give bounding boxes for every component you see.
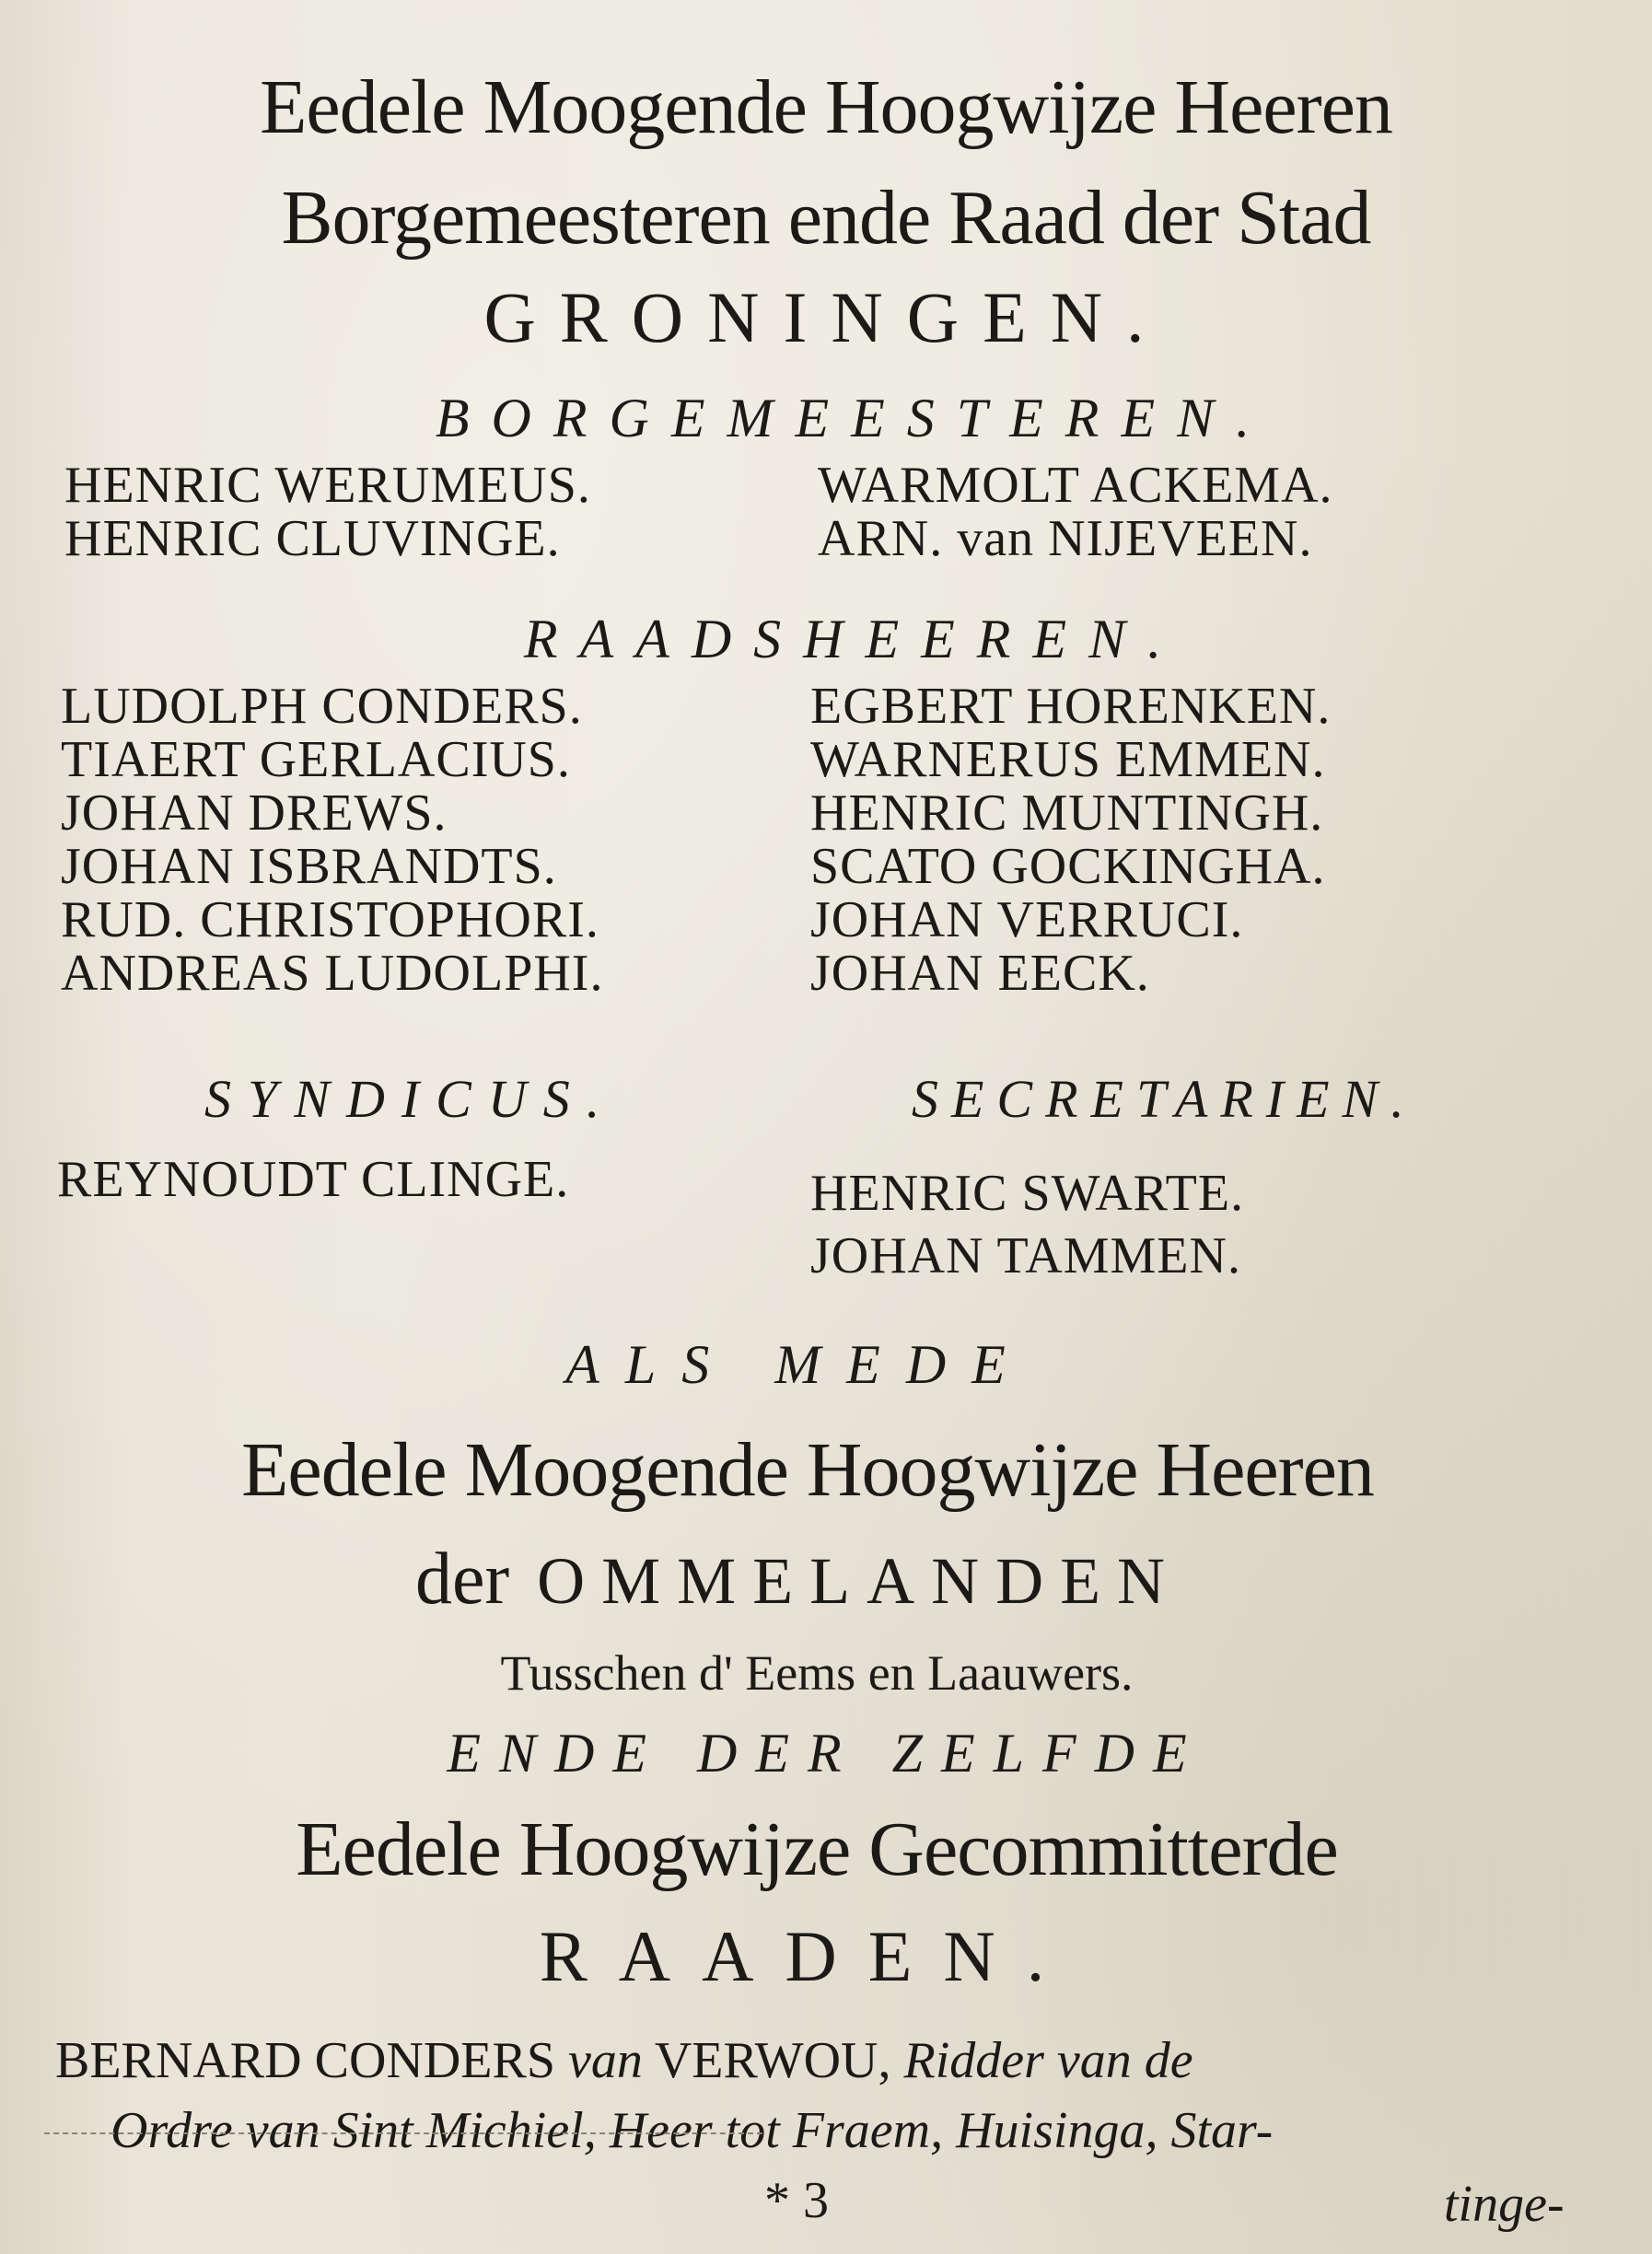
name-entry: HENRIC SWARTE. (810, 1165, 1245, 1222)
secretarien-title: SECRETARIEN. (912, 1069, 1417, 1129)
name-entry: LUDOLPH CONDERS. (61, 678, 583, 735)
name-entry: HENRIC WERUMEUS. (64, 457, 591, 514)
name-entry: JOHAN TAMMEN. (810, 1227, 1241, 1284)
catchword: tinge- (1444, 2176, 1565, 2233)
name-entry: JOHAN EECK. (810, 945, 1150, 1002)
ommelanden-name: OMMELANDEN (537, 1544, 1182, 1618)
syndicus-column (57, 1153, 569, 1206)
ommelanden-line-1: Eedele Moogende Hoogwijze Heeren (241, 1427, 1374, 1513)
borgemeesteren-left-column (64, 459, 591, 565)
closing-line-2: Ordre van Sint Michiel, Heer tot Fraem, Huisinga, Star- (111, 2102, 1274, 2159)
borgemeesteren-right-column (818, 459, 1333, 565)
name-entry: JOHAN VERRUCI. (810, 891, 1244, 948)
ommelanden-line-2 (0, 1538, 1624, 1621)
borgemeesteren-title: BORGEMEESTEREN. (435, 388, 1273, 448)
name-entry: ARN. van NIJEVEEN. (818, 510, 1313, 567)
name-entry: JOHAN ISBRANDTS. (61, 838, 557, 895)
name-entry: TIAERT GERLACIUS. (61, 731, 571, 788)
heading-city: GRONINGEN. (483, 277, 1169, 357)
ommelanden-der: der (414, 1539, 510, 1620)
heading-line-1: Eedele Moogende Hoogwijze Heeren (260, 64, 1392, 150)
closing-van: van (567, 2032, 643, 2089)
syndicus-title: SYNDICUS. (204, 1069, 617, 1129)
closing-title: Ridder van de (903, 2032, 1193, 2089)
als-mede-heading: ALS MEDE (565, 1334, 1031, 1395)
secretarien-column (810, 1162, 1244, 1287)
closing-line-1 (55, 2031, 1193, 2090)
ommelanden-subtitle: Tusschen d' Eems en Laauwers. (500, 1645, 1134, 1701)
name-entry: HENRIC CLUVINGE. (64, 510, 561, 567)
name-entry: REYNOUDT CLINGE. (57, 1151, 570, 1208)
raadsheeren-right-column (810, 680, 1331, 1000)
heading-line-2: Borgemeesteren ende Raad der Stad (281, 175, 1371, 261)
name-entry: ANDREAS LUDOLPHI. (61, 945, 604, 1002)
name-entry: WARMOLT ACKEMA. (818, 457, 1333, 514)
name-entry: EGBERT HORENKEN. (810, 678, 1332, 735)
gecommitterde-line-1: Eedele Hoogwijze Gecommitterde (296, 1807, 1338, 1892)
gecommitterde-line-2: RAADEN. (539, 1916, 1076, 1996)
name-entry: RUD. CHRISTOPHORI. (61, 891, 599, 948)
closing-place: VERWOU, (654, 2032, 891, 2089)
name-entry: SCATO GOCKINGHA. (810, 838, 1326, 895)
raadsheeren-title: RAADSHEEREN. (523, 609, 1184, 669)
name-entry: HENRIC MUNTINGH. (810, 784, 1324, 842)
name-entry: WARNERUS EMMEN. (810, 731, 1326, 788)
ende-der-zelfde-heading: ENDE DER ZELFDE (447, 1723, 1205, 1783)
closing-name: BERNARD CONDERS (55, 2032, 555, 2089)
dashed-rule (44, 2132, 762, 2134)
name-entry: JOHAN DREWS. (61, 784, 448, 842)
raadsheeren-left-column (61, 680, 603, 1000)
signature-mark: * 3 (764, 2172, 829, 2229)
